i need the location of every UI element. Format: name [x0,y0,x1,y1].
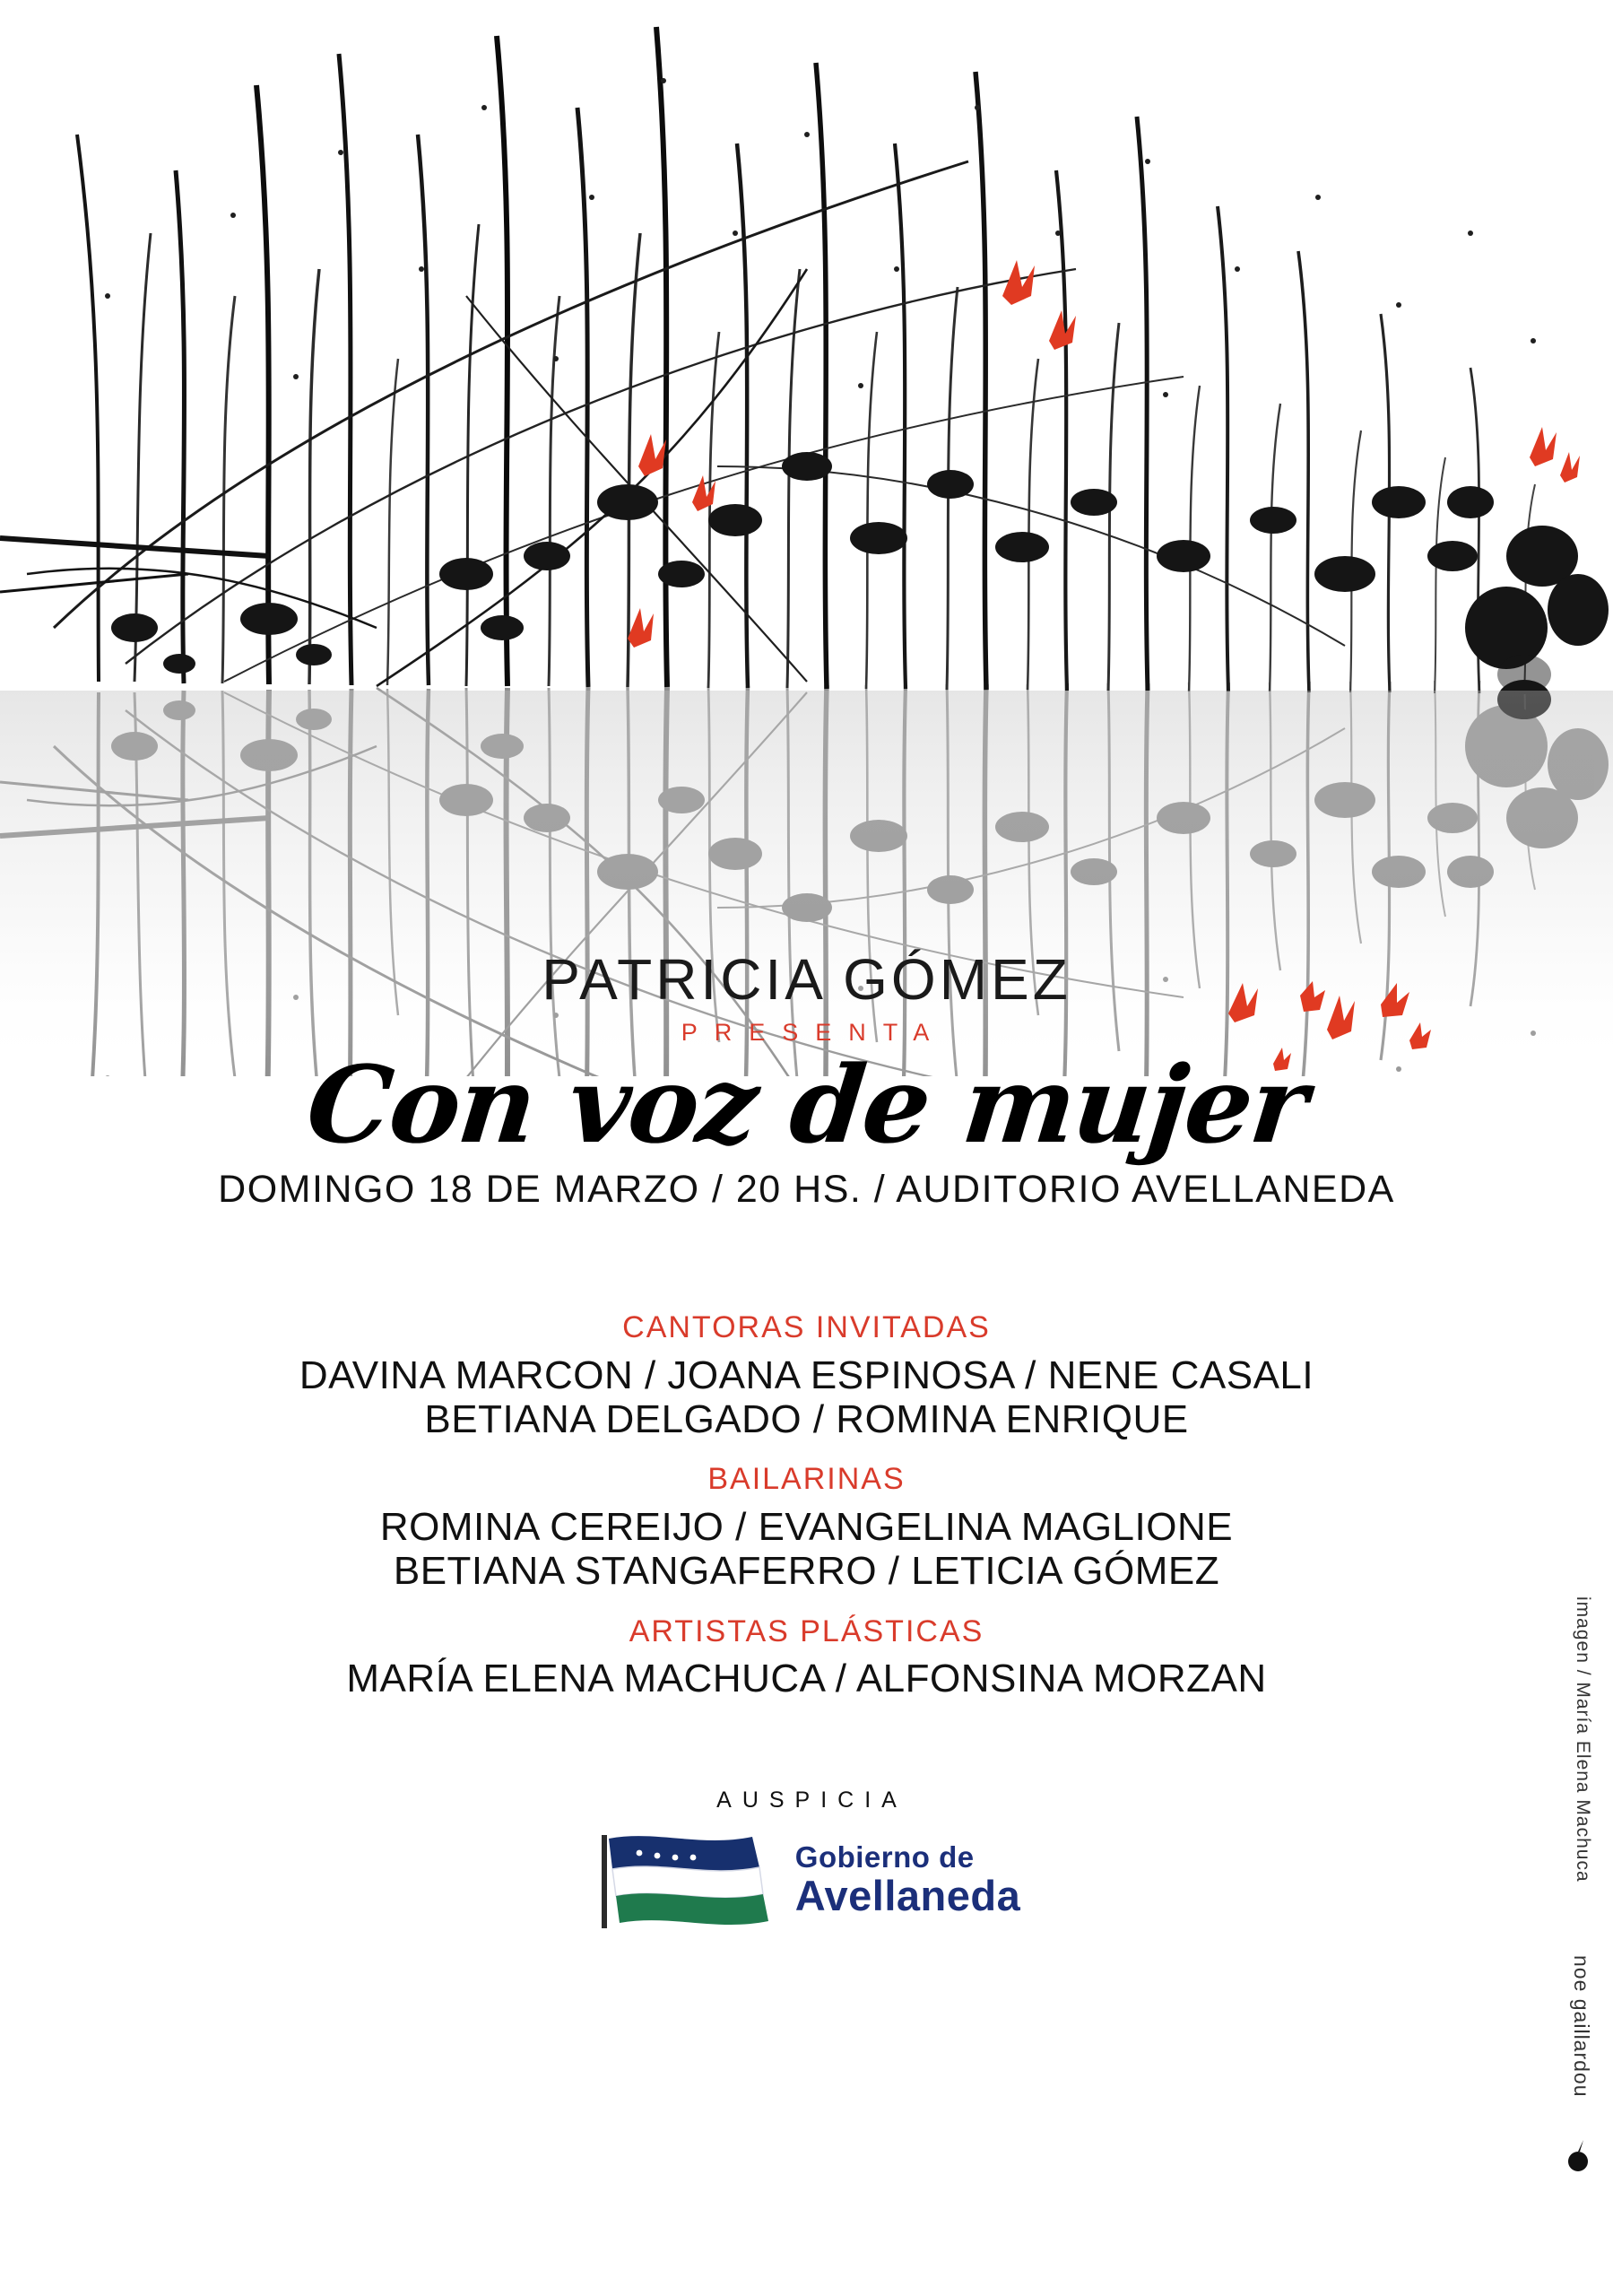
section-heading-bailarinas: BAILARINAS [707,1462,906,1497]
presenta-label: PRESENTA [681,1019,947,1046]
bailarinas-line-2: BETIANA STANGAFERRO / LETICIA GÓMEZ [393,1549,1220,1594]
event-details-line: DOMINGO 18 DE MARZO / 20 HS. / AUDITORIO AVELLANEDA [218,1168,1395,1211]
presenter-name: PATRICIA GÓMEZ [542,947,1071,1012]
bailarinas-line-1: ROMINA CEREIJO / EVANGELINA MAGLIONE [379,1505,1234,1550]
author-credit: noe gaillardou [1570,1955,1593,2098]
sponsor-logo-row [0,1828,1613,1932]
show-title: Con voz de mujer [301,1042,1312,1167]
reed-artwork [0,0,1613,1076]
credits-block [0,1309,1613,1701]
section-heading-artistas: ARTISTAS PLÁSTICAS [629,1613,984,1648]
auspicia-label: AUSPICIA [716,1787,907,1813]
avellaneda-flag-icon [593,1828,781,1932]
section-heading-cantoras: CANTORAS INVITADAS [622,1310,991,1344]
sponsor-line-2: Avellaneda [794,1872,1021,1920]
sponsor-line-1: Gobierno de [794,1840,975,1874]
red-accent-marks [628,260,1580,648]
cantoras-line-1: DAVINA MARCON / JOANA ESPINOSA / NENE CASALI [299,1352,1314,1397]
image-credit: imagen / María Elena Machuca [1573,1596,1593,1883]
poster-text-block [0,947,1613,1932]
ink-blot-icon [1566,2135,1590,2176]
cantoras-line-2: BETIANA DELGADO / ROMINA ENRIQUE [424,1397,1189,1442]
artistas-line-1: MARÍA ELENA MACHUCA / ALFONSINA MORZAN [346,1657,1267,1701]
sponsor-name [794,1840,1021,1920]
sponsor-block [0,1787,1613,1932]
